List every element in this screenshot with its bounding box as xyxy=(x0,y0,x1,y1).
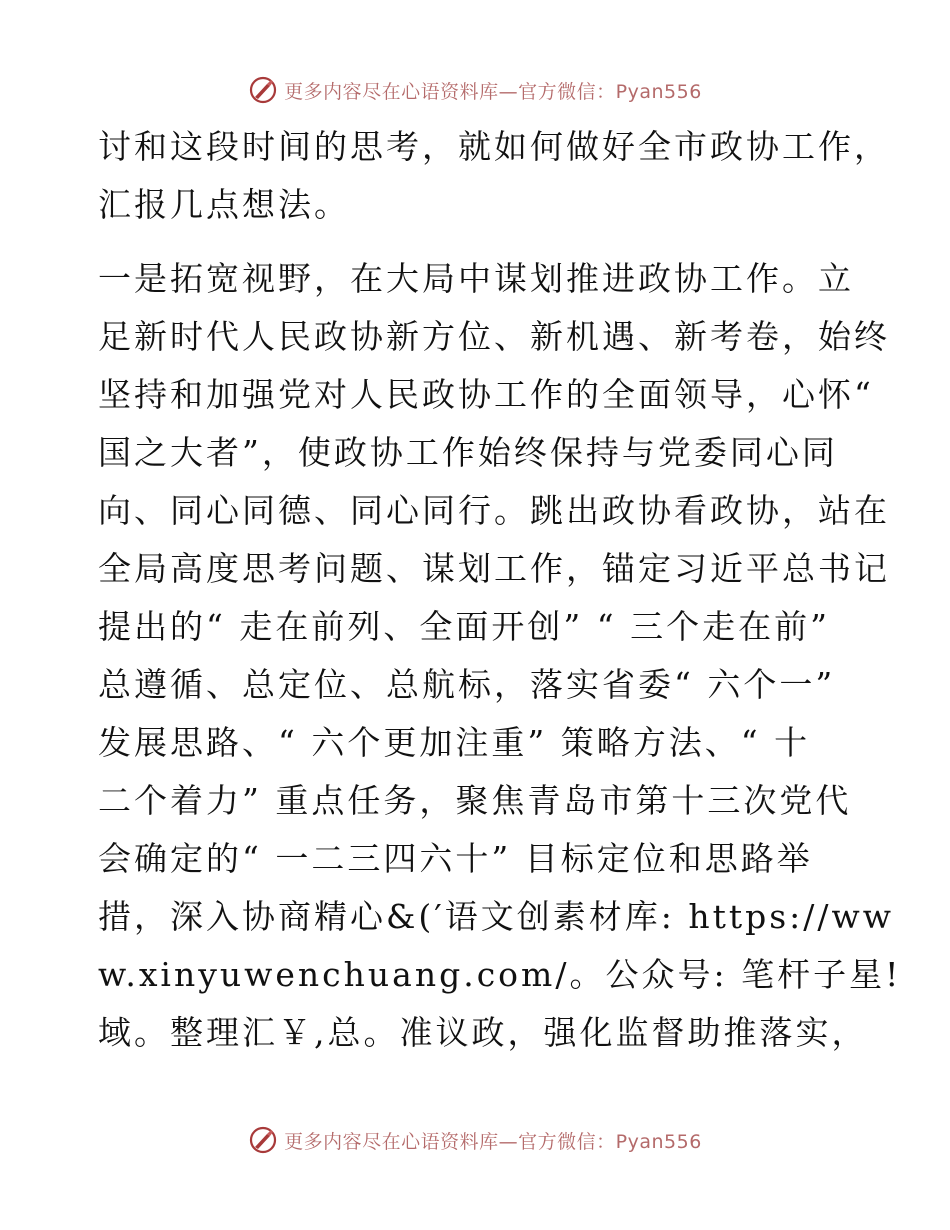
footer-watermark-text: 更多内容尽在心语资料库—官方微信：Pyan556 xyxy=(284,1130,702,1153)
header-watermark-banner xyxy=(0,70,950,110)
text-line: 讨和这段时间的思考，就如何做好全市政协工作， xyxy=(98,127,890,166)
document-body xyxy=(98,118,902,1062)
pen-in-circle-logo-icon xyxy=(248,75,278,105)
text-line: 发展思路、“ 六个更加注重” 策略方法、“ 十 xyxy=(98,723,811,762)
text-line: 二个着力” 重点任务，聚焦青岛市第十三次党代 xyxy=(98,781,852,820)
header-watermark-text: 更多内容尽在心语资料库—官方微信：Pyan556 xyxy=(284,80,702,103)
pen-in-circle-logo-icon xyxy=(248,1125,278,1155)
text-line: 汇报几点想法。 xyxy=(98,185,350,224)
text-line: 总遵循、总定位、总航标，落实省委“ 六个一” xyxy=(98,665,836,704)
text-line: 一是拓宽视野，在大局中谋划推进政协工作。立 xyxy=(98,259,854,298)
paragraph-gap xyxy=(98,234,858,250)
text-line: w.xinyuwenchuang.com/。公众号: 笔杆子星! xyxy=(98,955,902,994)
text-line: 提出的“ 走在前列、全面开创” “ 三个走在前” xyxy=(98,607,830,646)
text-line: 会确定的“ 一二三四六十” 目标定位和思路举 xyxy=(98,839,813,878)
text-line: 全局高度思考问题、谋划工作，锚定习近平总书记 xyxy=(98,549,890,588)
text-line: 向、同心同德、同心同行。跳出政协看政协，站在 xyxy=(98,491,890,530)
text-line: 足新时代人民政协新方位、新机遇、新考卷，始终 xyxy=(98,317,890,356)
text-line: 国之大者”，使政协工作始终保持与党委同心同 xyxy=(98,433,838,472)
text-line: 域。整理汇￥,总。准议政，强化监督助推落实， xyxy=(98,1013,868,1052)
footer-watermark-banner xyxy=(0,1120,950,1160)
text-line: 措，深入协商精心&(′语文创素材库: https://ww xyxy=(98,897,895,936)
text-line: 坚持和加强党对人民政协工作的全面领导，心怀“ xyxy=(98,375,874,414)
